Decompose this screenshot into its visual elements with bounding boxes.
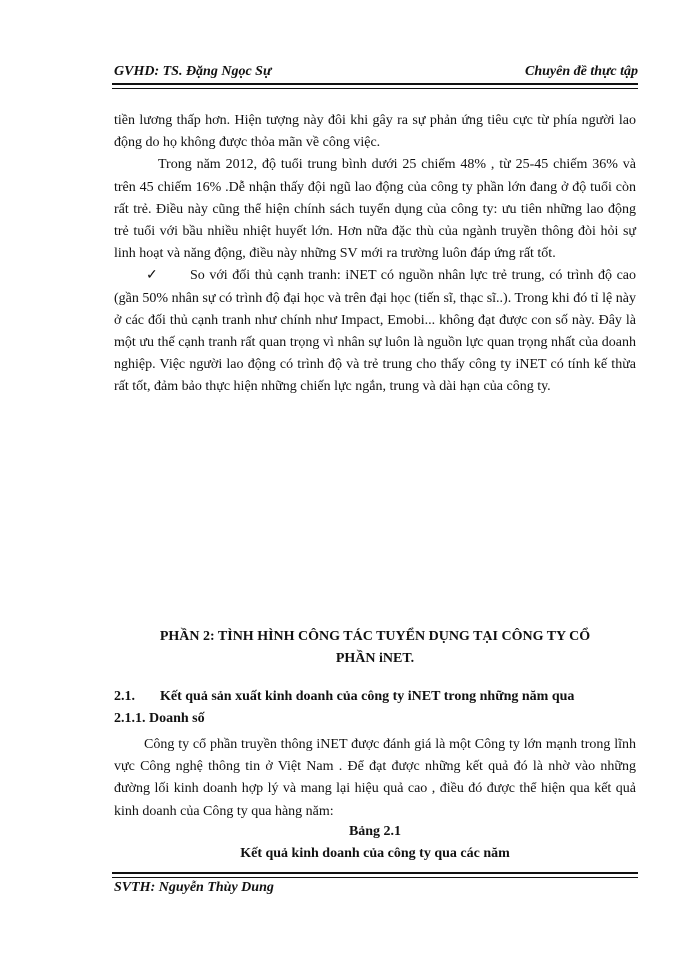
checkmark-icon: ✓ xyxy=(146,268,158,284)
part-2-heading-line1: PHẦN 2: TÌNH HÌNH CÔNG TÁC TUYỂN DỤNG TẠI CÔNG TY CỔ xyxy=(159,629,591,644)
section-2-1-heading xyxy=(114,689,574,705)
table-label: Bảng 2.1 xyxy=(348,824,402,839)
header-divider xyxy=(112,83,638,89)
section-2-1-title: Kết quả sản xuất kinh doanh của công ty iNET trong những năm qua xyxy=(160,689,575,704)
paragraph-1: tiền lương thấp hơn. Hiện tượng này đôi khi gây ra sự phản ứng tiêu cực từ phía người lao động do họ không được thỏa mãn về công việc. xyxy=(114,113,636,151)
footer-author: SVTH: Nguyễn Thùy Dung xyxy=(114,880,274,895)
part-2-heading xyxy=(114,626,636,670)
table-caption: Kết quả kinh doanh của công ty qua các năm xyxy=(240,846,510,861)
paragraph-3-text: So với đối thủ cạnh tranh: iNET có nguồn nhân lực trẻ trung, có trình độ cao (gần 50% nhân sự có trình độ đại học và trên đại học (tiến sĩ, thạc sĩ..). Trong khi đó tỉ lệ này ở các đối thủ cạnh tranh như chính như Impact, Emobi... không đạt được con số này. Đây là một ưu thế cạnh tranh rất quan trọng vì nhân sự luôn là nguồn lực quan trọng nhất của doanh nghiệp. Việc người lao động có trình độ và trẻ trung cho thấy công ty iNET có tính kế thừa rất tốt, đảm bảo thực hiện những chiến lực ngắn, trung và dài hạn của công ty. xyxy=(114,268,636,395)
body-section-1 xyxy=(114,110,636,399)
paragraph-4: Công ty cổ phần truyền thông iNET được đánh giá là một Công ty lớn mạnh trong lĩnh vực Công nghệ thông tin ở Việt Nam . Để đạt được những kết quả đó là nhờ vào những đường lối kinh doanh hợp lý và mang lại hiệu quả cao , điều đó được thể hiện qua kết quả kinh doanh của Công ty qua hàng năm: xyxy=(114,737,636,819)
body-section-2 xyxy=(114,734,636,823)
section-2-1-1-heading: 2.1.1. Doanh số xyxy=(114,711,205,726)
paragraph-3 xyxy=(114,265,636,398)
paragraph-2: Trong năm 2012, độ tuổi trung bình dưới 25 chiếm 48% , từ 25-45 chiếm 36% và trên 45 chiếm 16% .Dễ nhận thấy đội ngũ lao động của công ty phần lớn đang ở độ tuổi còn rất trẻ. Điều này cũng thể hiện chính sách tuyển dụng của công ty: ưu tiên những lao động trẻ tuổi với bầu nhiều nhiệt huyết lớn. Hơn nữa đặc thù của ngành truyền thông đòi hỏi sự linh hoạt và năng động, điều này những SV mới ra trường luôn đáp ứng rất tốt. xyxy=(114,157,636,262)
header-advisor: GVHD: TS. Đặng Ngọc Sự xyxy=(114,64,272,79)
header-doc-type: Chuyên đề thực tập xyxy=(524,64,638,79)
section-2-1-number: 2.1. xyxy=(114,689,135,704)
part-2-heading-line2: PHẦN iNET. xyxy=(335,651,415,666)
footer-divider xyxy=(112,872,638,878)
